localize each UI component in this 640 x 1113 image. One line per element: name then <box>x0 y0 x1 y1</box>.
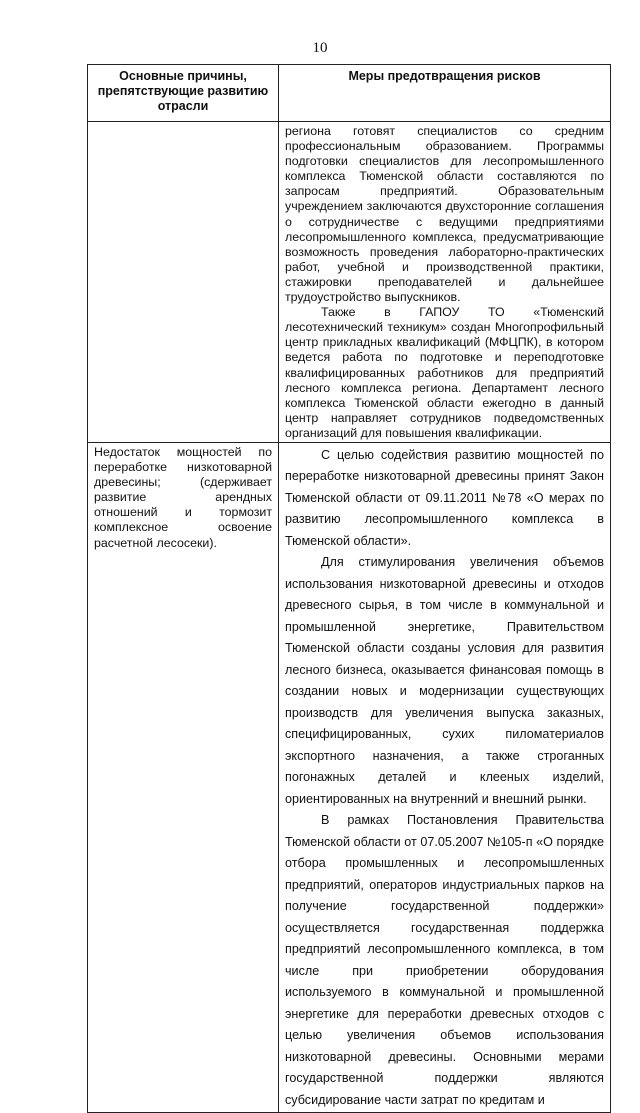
table-row <box>88 122 611 443</box>
measures-cell <box>279 442 611 1113</box>
header-causes: Основные причины, препятствующие развитию отрасли <box>88 65 279 122</box>
risks-table <box>87 64 611 1113</box>
measures-paragraph: Также в ГАПОУ ТО «Тюменский лесотехнический техникум» создан Многопрофильный центр прикладных квалификаций (МФЦПК), в котором ведется работа по подготовке и переподготовке квалифицированных работников для предприятий лесного комплекса региона. Департамент лесного комплекса Тюменской области ежегодно в данный центр направляет сотрудников подведомственных организаций для повышения квалификации. <box>285 305 604 440</box>
table-row <box>88 442 611 1113</box>
page-number: 10 <box>312 40 328 56</box>
measures-paragraph: С целью содействия развитию мощностей по переработке низкотоварной древесины принят Закон Тюменской области от 09.11.2011 №78 «О мерах по развитию лесопромышленного комплекса в Тюменской области». <box>285 447 604 548</box>
measures-paragraph: Для стимулирования увеличения объемов использования низкотоварной древесины и отходов древесного сырья, в том числе в коммунальной и промышленной энергетике, Правительством Тюменской области созданы условия для развития лесного бизнеса, оказывается финансовая помощь в создании новых и модернизации существующих производств для увеличения выпуска заказных, специфицированных, сухих пиломатериалов экспортного назначения, а также строганных погонажных деталей и клееных изделий, ориентированных на внутренний и внешний рынки. <box>285 555 604 806</box>
measures-paragraph: региона готовят специалистов со средним профессиональным образованием. Программы подготовки специалистов для лесопромышленного комплекса Тюменской области составляются по запросам предприятий. Образовательным учреждением заключаются двухсторонние соглашения о сотрудничестве с ведущими предприятиями лесопромышленного комплекса, предусматривающие возможность проведения лабораторно-практических работ, учебной и производственной практики, стажировки преподавателей и дальнейшее трудоустройство выпускников. <box>285 124 604 305</box>
measures-paragraph: В рамках Постановления Правительства Тюменской области от 07.05.2007 №105-п «О порядке отбора промышленных и лесопромышленных предприятий, операторов индустриальных парков на получение государственной поддержки» осуществляется государственная поддержка предприятий лесопромышленного комплекса, в том числе при приобретении оборудования используемого в коммунальной и промышленной энергетике для переработки древесных отходов с целью увеличения объемов использования низкотоварной древесины. Основными мерами государственной поддержки являются субсидирование части затрат по кредитам и <box>285 813 604 1107</box>
cause-cell <box>88 442 279 1113</box>
table-header-row <box>88 65 611 122</box>
cause-text <box>88 122 278 124</box>
cause-text: Недостаток мощностей по переработке низкотоварной древесины; (сдерживает развитие арендных отношений и тормозит комплексное освоение расчетной лесосеки). <box>94 444 272 550</box>
measures-cell <box>279 122 611 443</box>
cause-cell <box>88 122 279 443</box>
header-measures: Меры предотвращения рисков <box>279 65 611 122</box>
